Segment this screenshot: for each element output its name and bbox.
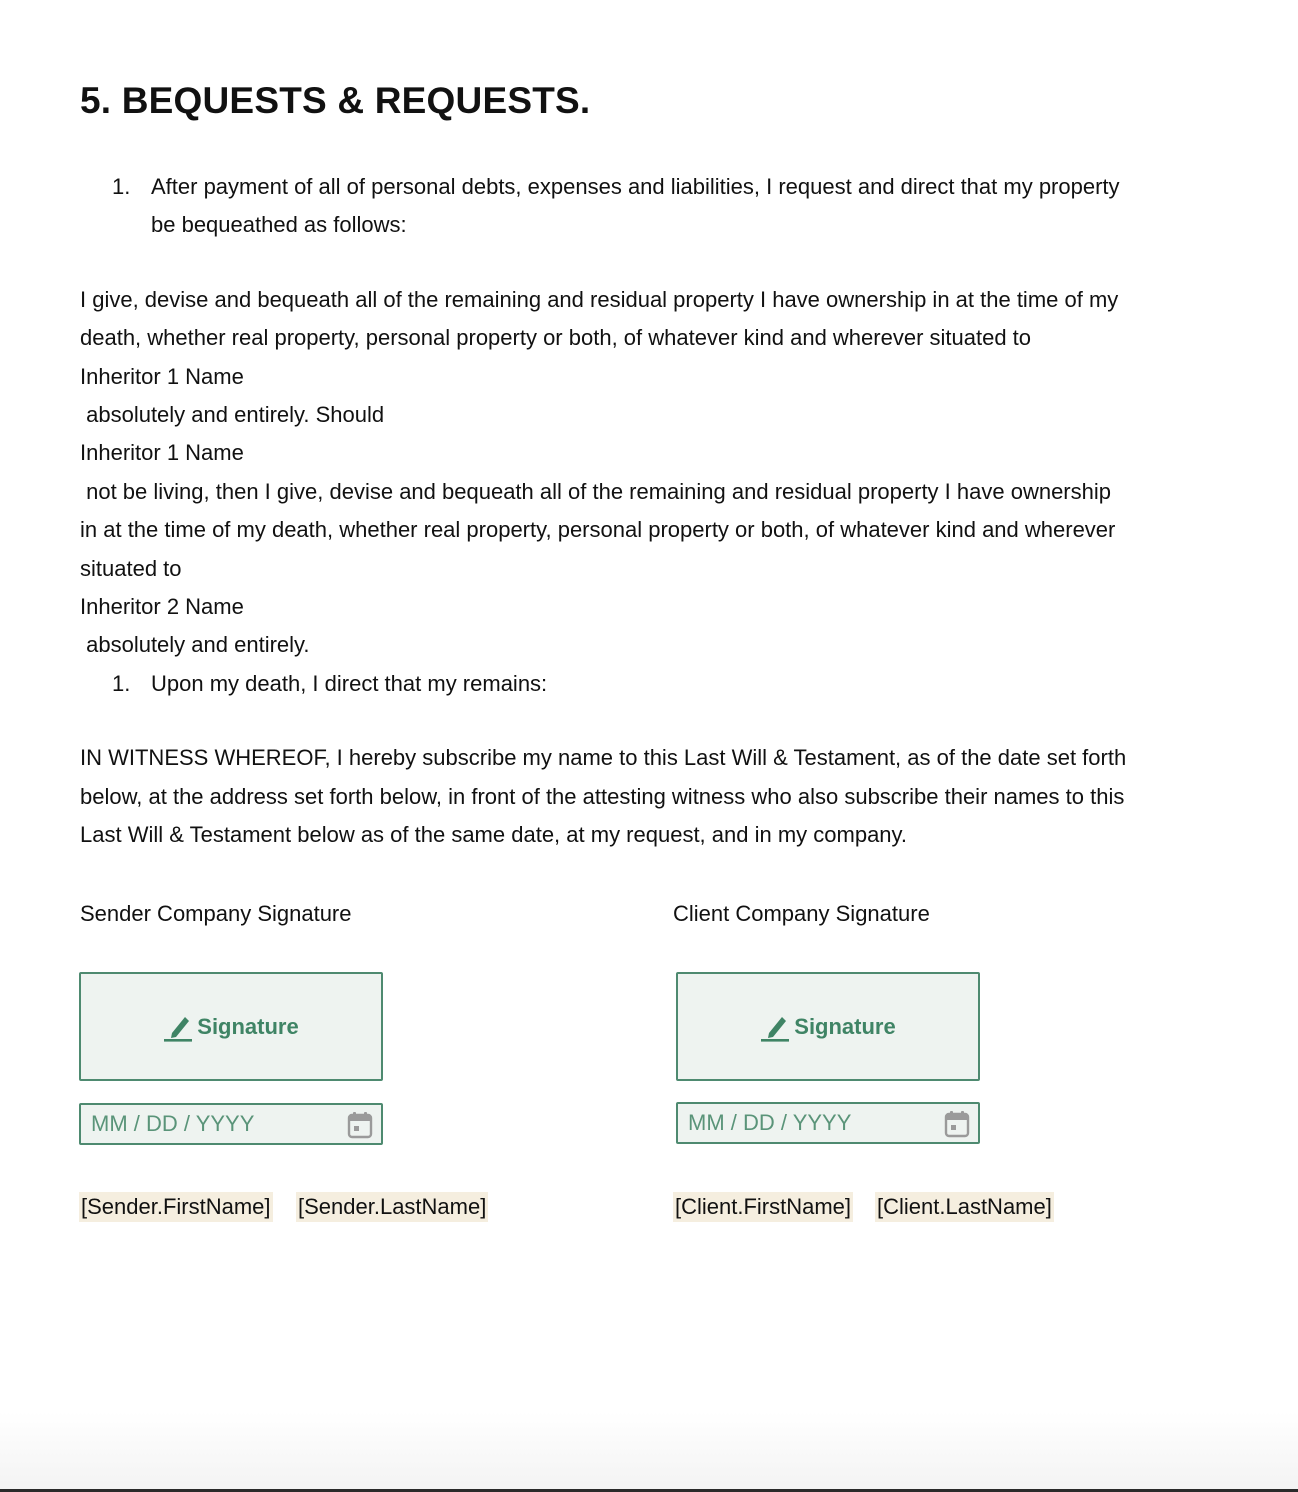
sender-date-input[interactable]: [81, 1105, 341, 1143]
witness-paragraph-line: below, at the address set forth below, in front of the attesting witness who also subscribe their names to this: [80, 784, 1125, 809]
pen-icon: [163, 1011, 193, 1043]
client-date-field[interactable]: [676, 1102, 980, 1144]
section-title: 5. BEQUESTS & REQUESTS.: [80, 80, 591, 121]
bequest-paragraph-line: absolutely and entirely.: [80, 632, 310, 657]
bequest-paragraph-line: death, whether real property, personal property or both, of whatever kind and wherever situated to: [80, 325, 1032, 350]
calendar-icon[interactable]: [347, 1111, 373, 1139]
witness-paragraph-line: IN WITNESS WHEREOF, I hereby subscribe my name to this Last Will & Testament, as of the date set forth: [80, 745, 1127, 770]
pen-icon: [760, 1011, 790, 1043]
sender-date-field[interactable]: [79, 1103, 383, 1145]
list-item-text-line: Upon my death, I direct that my remains:: [151, 671, 548, 696]
client-signature-label: Client Company Signature: [673, 901, 930, 926]
bequest-paragraph-line: situated to: [80, 556, 182, 581]
bequest-paragraph-line: not be living, then I give, devise and bequeath all of the remaining and residual property I have ownership: [80, 479, 1111, 504]
sender-last-name-tag: [Sender.LastName]: [296, 1192, 488, 1222]
client-last-name-tag: [Client.LastName]: [875, 1192, 1054, 1222]
list-number: 1.: [112, 671, 131, 696]
page-bottom-shadow: [0, 1412, 1298, 1492]
list-item-text-line: After payment of all of personal debts, expenses and liabilities, I request and direct that my property: [151, 174, 1120, 199]
inheritor-1-name-field: Inheritor 1 Name: [80, 440, 244, 465]
sender-signature-field[interactable]: [79, 972, 383, 1081]
inheritor-2-name-field: Inheritor 2 Name: [80, 594, 244, 619]
bequest-paragraph-line: absolutely and entirely. Should: [80, 402, 385, 427]
client-signature-field[interactable]: [676, 972, 980, 1081]
list-item-text-line: be bequeathed as follows:: [151, 212, 407, 237]
client-signature-button-label: Signature: [794, 1013, 896, 1039]
client-date-input[interactable]: [678, 1104, 938, 1142]
bequest-paragraph-line: in at the time of my death, whether real property, personal property or both, of whatever kind and wherever: [80, 517, 1116, 542]
list-number: 1.: [112, 174, 131, 199]
sender-signature-button-label: Signature: [197, 1013, 299, 1039]
sender-first-name-tag: [Sender.FirstName]: [79, 1192, 273, 1222]
inheritor-1-name-field: Inheritor 1 Name: [80, 364, 244, 389]
client-first-name-tag: [Client.FirstName]: [673, 1192, 853, 1222]
bequest-paragraph-line: I give, devise and bequeath all of the remaining and residual property I have ownership in at the time of my: [80, 287, 1119, 312]
witness-paragraph-line: Last Will & Testament below as of the same date, at my request, and in my company.: [80, 822, 908, 847]
sender-signature-label: Sender Company Signature: [80, 901, 352, 926]
calendar-icon[interactable]: [944, 1110, 970, 1138]
